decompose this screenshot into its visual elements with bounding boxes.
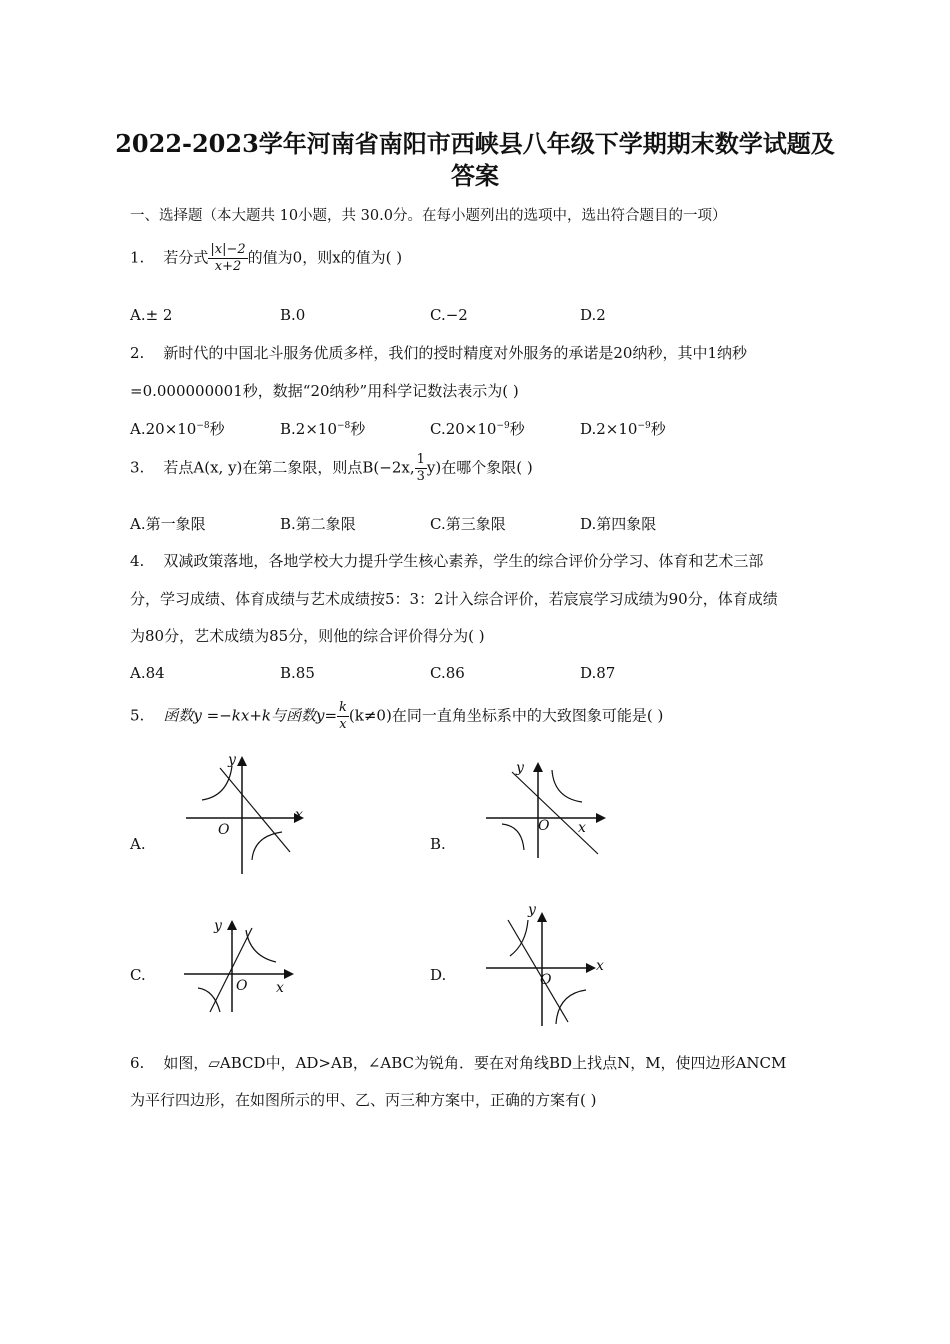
q5-graph-c: [180, 916, 300, 1016]
q2-a-base: A.20×10: [130, 420, 197, 438]
q3-post: y)在哪个象限( ): [426, 458, 533, 477]
q2-option-d: [580, 418, 666, 439]
q5-c-y-label: y: [214, 918, 222, 934]
q4-text-1: 双减政策落地，各地学校大力提升学生核心素养，学生的综合评价分学习、体育和艺术三部: [163, 552, 764, 570]
page-title: [0, 128, 950, 192]
q5-option-b-label: B.: [430, 835, 446, 853]
question-4-line-1: [130, 550, 763, 571]
q2-option-b: [280, 418, 365, 439]
q5-fraction: [337, 700, 349, 733]
q2-c-base: C.20×10: [430, 420, 497, 438]
question-6-line-1: [130, 1052, 786, 1073]
q5-option-a-label: A.: [130, 835, 146, 853]
q5-graph-b: [482, 758, 612, 863]
q4-option-d: D.87: [580, 664, 616, 682]
q2-b-exp: −8: [337, 421, 351, 431]
q2-a-unit: 秒: [209, 420, 225, 438]
q5-pre: 函数y =−kx+k与函数y=: [163, 706, 338, 725]
question-4-line-3: 为80分，艺术成绩为85分，则他的综合评价得分为( ): [130, 627, 485, 645]
q3-fraction: [415, 452, 427, 485]
q1-post: 的值为0，则x的值为( ): [247, 248, 403, 267]
q3-frac-num: 1: [416, 452, 425, 467]
q2-a-exp: −8: [196, 421, 210, 431]
q6-text-1: 如图，▱ABCD中，AD>AB，∠ABC为锐角．要在对角线BD上找点N，M，使四边形ANCM: [163, 1054, 787, 1072]
q5-option-d-label: D.: [430, 966, 447, 984]
section-heading: 一、选择题（本大题共 10小题，共 30.0分。在每小题列出的选项中，选出符合题目的一项）: [130, 208, 727, 224]
question-1: [130, 242, 402, 275]
q4-option-a: A.84: [130, 664, 165, 682]
q2-text-1: 新时代的中国北斗服务优质多样，我们的授时精度对外服务的承诺是20纳秒，其中1纳秒: [163, 344, 748, 362]
q5-option-c-label: C.: [130, 966, 146, 984]
q6-number: 6.: [130, 1054, 145, 1072]
q5-d-x-label: x: [596, 958, 604, 974]
q5-number: 5.: [130, 706, 145, 725]
q1-option-a: A.± 2: [130, 306, 173, 324]
q2-d-unit: 秒: [650, 420, 666, 438]
q5-b-origin: O: [538, 818, 550, 834]
q1-pre: 若分式: [163, 248, 209, 267]
q5-frac-num: k: [339, 700, 347, 715]
q3-number: 3.: [130, 458, 145, 477]
q2-number: 2.: [130, 344, 145, 362]
q3-frac-den: 3: [416, 469, 425, 484]
q2-c-unit: 秒: [509, 420, 525, 438]
question-2-line-2: =0.000000001秒，数据“20纳秒”用科学记数法表示为( ): [130, 382, 519, 400]
q3-option-c: C.第三象限: [430, 515, 506, 533]
q1-frac-num: |x|−2: [210, 242, 246, 257]
q1-option-c: C.−2: [430, 306, 468, 324]
q2-b-unit: 秒: [350, 420, 366, 438]
question-4-line-2: 分，学习成绩、体育成绩与艺术成绩按5：3：2计入综合评价，若宸宸学习成绩为90分，体育成绩: [130, 590, 778, 608]
q2-d-base: D.2×10: [580, 420, 638, 438]
q3-option-d: D.第四象限: [580, 515, 657, 533]
q5-graph-a: [180, 752, 310, 877]
q5-frac-den: x: [339, 717, 347, 732]
q5-d-y-label: y: [528, 902, 536, 918]
question-2-line-1: [130, 342, 747, 363]
q5-c-x-label: x: [276, 980, 284, 996]
question-3: [130, 452, 533, 485]
q2-c-exp: −9: [496, 421, 510, 431]
q1-option-b: B.0: [280, 306, 306, 324]
q1-option-d: D.2: [580, 306, 606, 324]
q5-c-origin: O: [236, 978, 248, 994]
q5-post: (k≠0)在同一直角坐标系中的大致图象可能是( ): [348, 706, 664, 725]
q3-option-b: B.第二象限: [280, 515, 356, 533]
q2-option-a: [130, 418, 225, 439]
question-6-line-2: 为平行四边形，在如图所示的甲、乙、丙三种方案中，正确的方案有( ): [130, 1091, 597, 1109]
q1-fraction: [208, 242, 247, 275]
q1-number: 1.: [130, 248, 145, 267]
q5-a-y-label: y: [228, 752, 236, 768]
q4-option-b: B.85: [280, 664, 315, 682]
title-line-1: 2022-2023学年河南省南阳市西峡县八年级下学期期末数学试题及: [115, 129, 835, 158]
question-5: [130, 700, 663, 733]
q5-a-origin: O: [218, 822, 230, 838]
q1-frac-den: x+2: [214, 259, 242, 274]
q5-graph-d: [482, 904, 612, 1029]
q3-option-a: A.第一象限: [130, 515, 206, 533]
q5-d-origin: O: [540, 972, 552, 988]
q5-a-x-label: x: [295, 807, 303, 823]
q5-b-x-label: x: [578, 820, 586, 836]
q4-number: 4.: [130, 552, 145, 570]
q5-b-y-label: y: [516, 760, 524, 776]
q2-b-base: B.2×10: [280, 420, 337, 438]
q4-option-c: C.86: [430, 664, 465, 682]
q3-pre: 若点A(x, y)在第二象限，则点B(−2x,: [163, 458, 415, 477]
title-line-2: 答案: [451, 161, 499, 190]
q2-d-exp: −9: [637, 421, 651, 431]
q2-option-c: [430, 418, 525, 439]
